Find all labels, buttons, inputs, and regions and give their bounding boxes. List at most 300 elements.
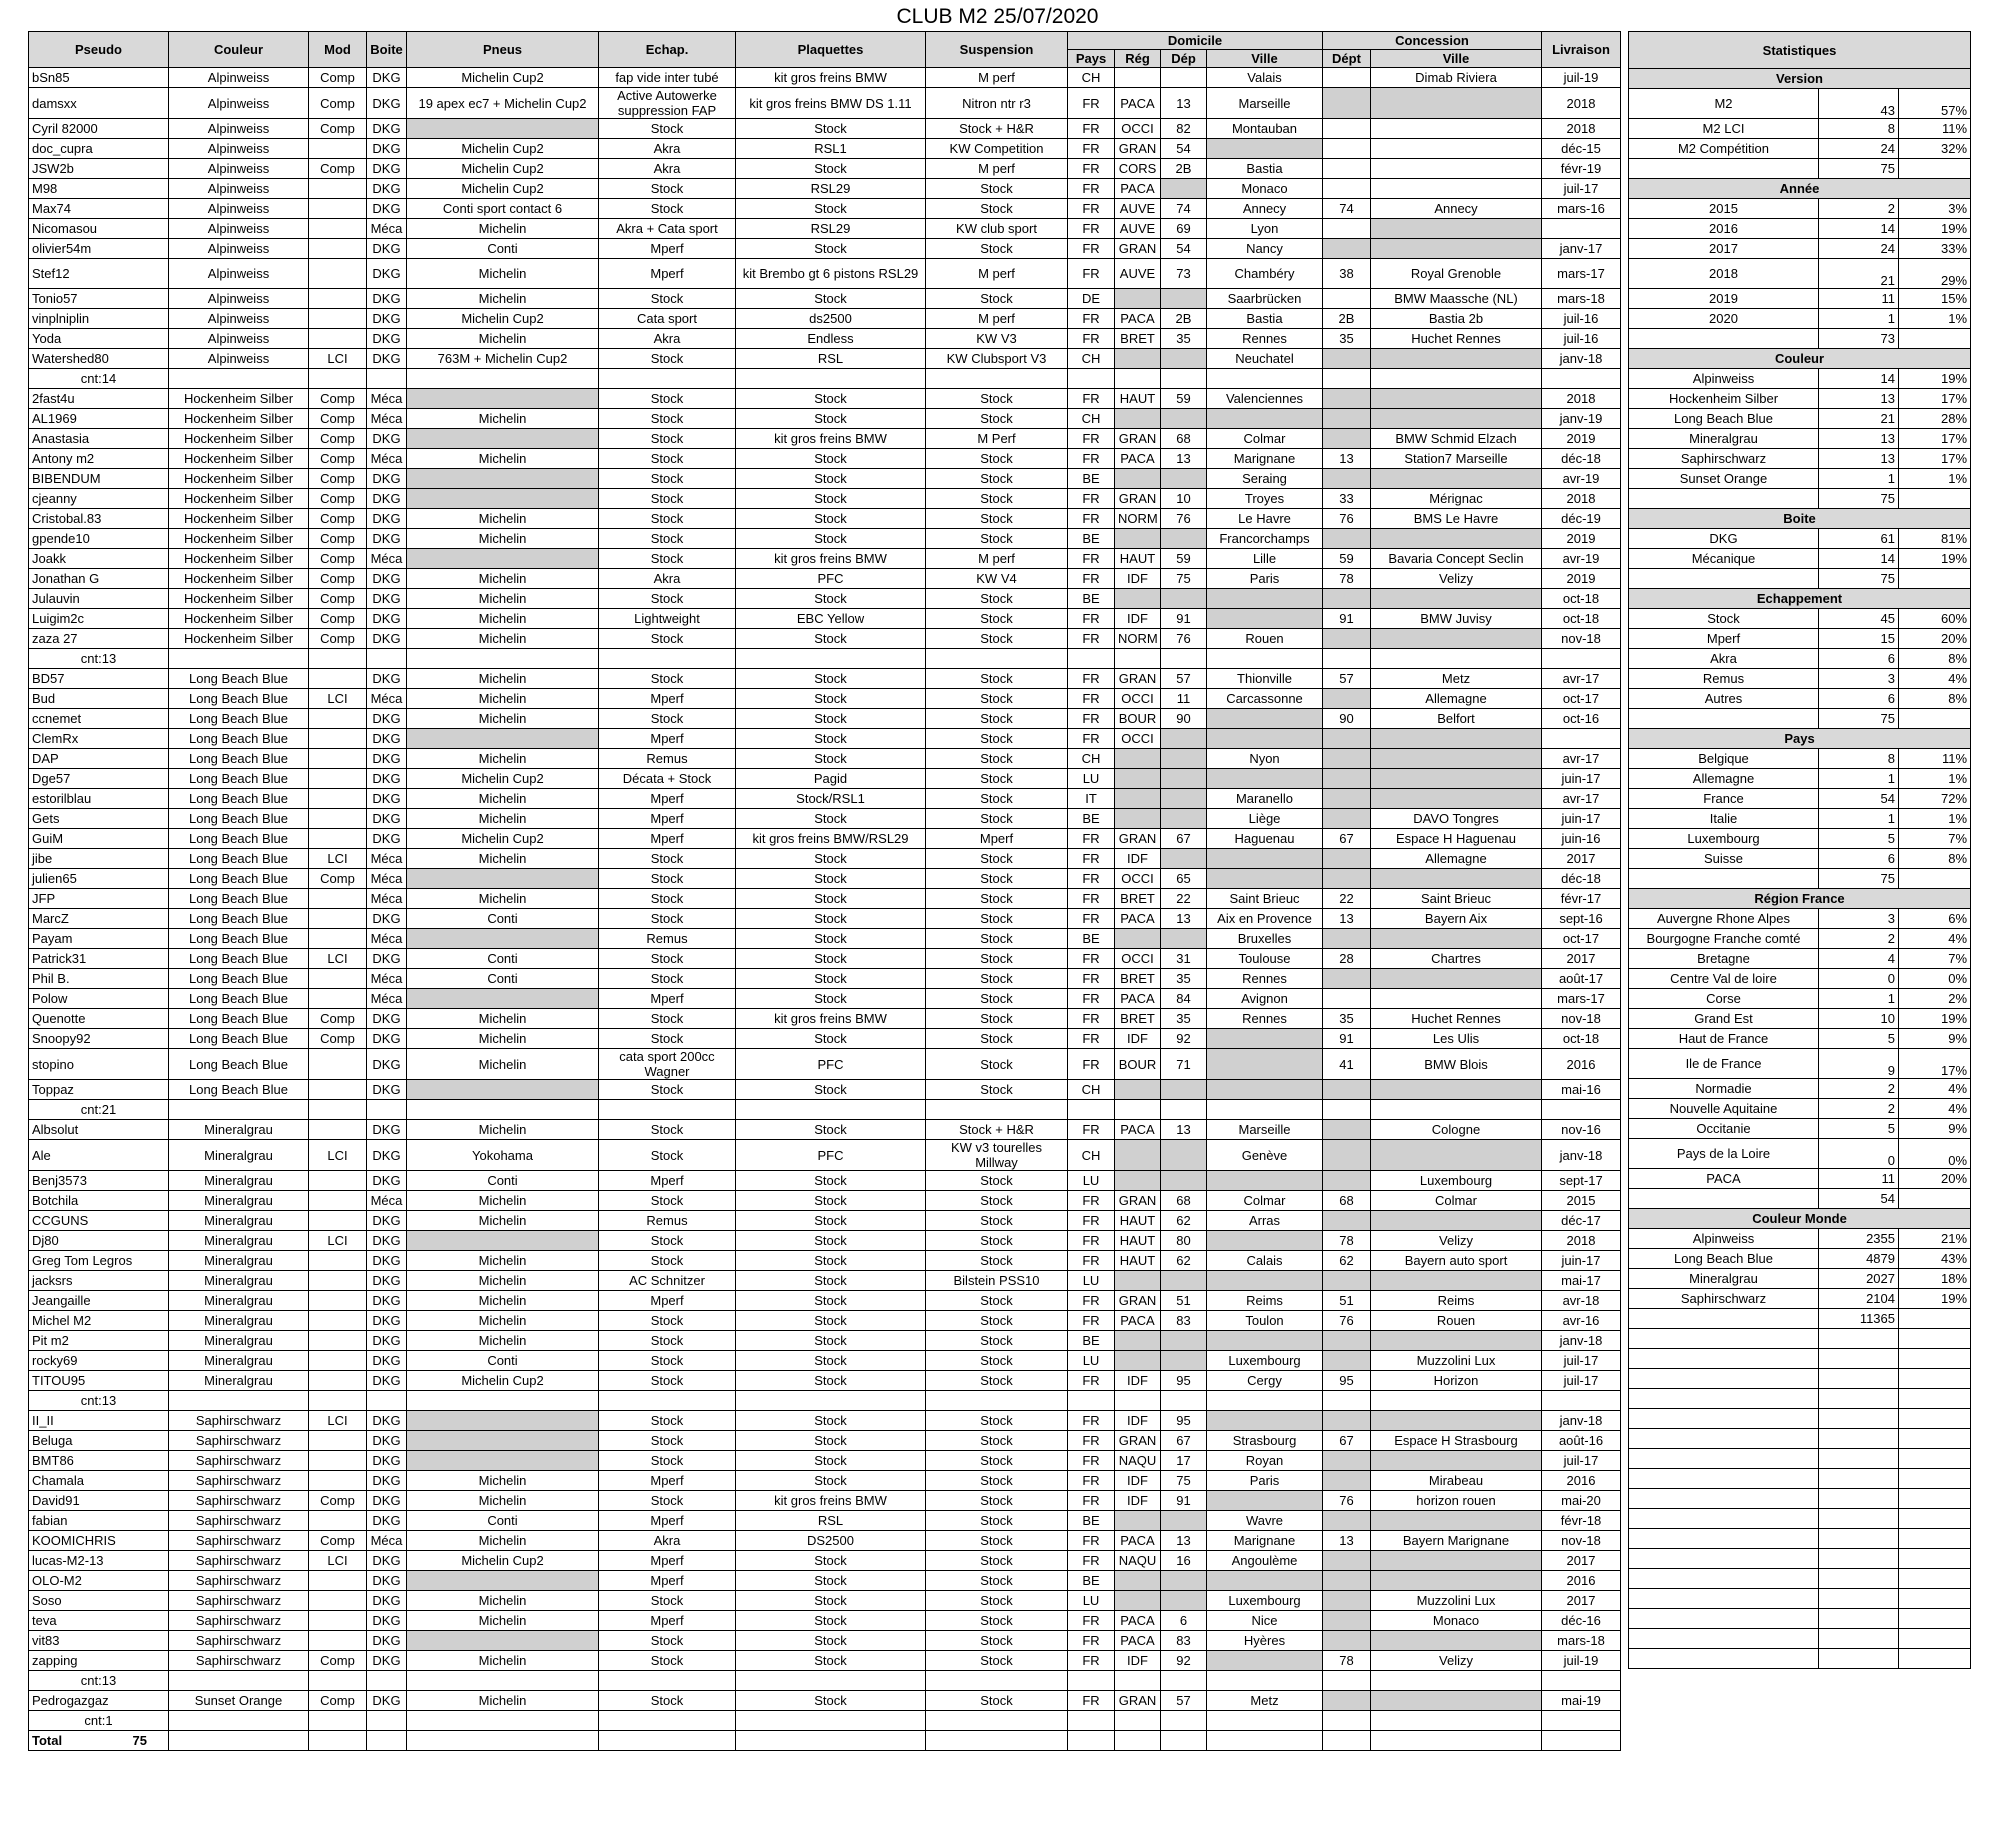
table-row[interactable] <box>29 309 1621 329</box>
cell-livraison: janv-17 <box>1542 239 1621 259</box>
stats-empty-cell <box>1629 1649 1819 1669</box>
col-boite[interactable]: Boite <box>367 32 407 68</box>
cell-reg: HAUT <box>1115 1211 1161 1231</box>
table-row[interactable] <box>29 789 1621 809</box>
cell-livraison: févr-19 <box>1542 159 1621 179</box>
cell-boite: DKG <box>367 729 407 749</box>
table-row[interactable] <box>29 1531 1621 1551</box>
stats-row <box>1629 139 1971 159</box>
cell-dept: 57 <box>1323 669 1371 689</box>
cell-echap: Stock <box>599 869 736 889</box>
table-row[interactable] <box>29 829 1621 849</box>
cell-plaquettes: kit gros freins BMW DS 1.11 <box>736 88 926 119</box>
stats-empty-cell <box>1819 1469 1899 1489</box>
table-row[interactable] <box>29 609 1621 629</box>
table-row[interactable] <box>29 1211 1621 1231</box>
stats-section-row <box>1629 179 1971 199</box>
cell-pseudo: AL1969 <box>29 409 169 429</box>
stats-empty-cell <box>1819 1649 1899 1669</box>
table-row[interactable] <box>29 909 1621 929</box>
cell-couleur: Long Beach Blue <box>169 769 309 789</box>
col-ville[interactable]: Ville <box>1207 50 1323 68</box>
cell-mod: Comp <box>309 449 367 469</box>
cell-ville <box>1207 589 1323 609</box>
cell-concession-ville <box>1371 1100 1542 1120</box>
cell-mod: LCI <box>309 1140 367 1171</box>
table-row[interactable] <box>29 1591 1621 1611</box>
col-dept[interactable]: Dépt <box>1323 50 1371 68</box>
cell-echap: Stock <box>599 429 736 449</box>
table-row[interactable] <box>29 1331 1621 1351</box>
table-row[interactable] <box>29 1571 1621 1591</box>
stats-label: Hockenheim Silber <box>1629 389 1819 409</box>
cell-livraison: janv-19 <box>1542 409 1621 429</box>
table-row[interactable] <box>29 849 1621 869</box>
col-dep[interactable]: Dép <box>1161 50 1207 68</box>
cell-boite: Méca <box>367 989 407 1009</box>
table-row[interactable] <box>29 389 1621 409</box>
stats-percent: 6% <box>1899 909 1971 929</box>
cell-dep: 95 <box>1161 1371 1207 1391</box>
cell-mod: LCI <box>309 1411 367 1431</box>
stats-percent: 4% <box>1899 1099 1971 1119</box>
cell-echap: Mperf <box>599 1551 736 1571</box>
cell-couleur: Mineralgrau <box>169 1271 309 1291</box>
cell-ville: Royan <box>1207 1451 1323 1471</box>
table-row[interactable] <box>29 1231 1621 1251</box>
table-row[interactable] <box>29 569 1621 589</box>
table-row[interactable] <box>29 629 1621 649</box>
table-row[interactable] <box>29 489 1621 509</box>
table-row[interactable] <box>29 1271 1621 1291</box>
cell-reg: IDF <box>1115 1029 1161 1049</box>
cell-livraison: oct-18 <box>1542 609 1621 629</box>
cell-suspension: Stock <box>926 1171 1068 1191</box>
cell-livraison: déc-15 <box>1542 139 1621 159</box>
cell-couleur: Long Beach Blue <box>169 829 309 849</box>
table-row[interactable] <box>29 1511 1621 1531</box>
cell-ville: Haguenau <box>1207 829 1323 849</box>
table-row[interactable] <box>29 1551 1621 1571</box>
cell-dep: 76 <box>1161 509 1207 529</box>
cell-livraison: avr-17 <box>1542 669 1621 689</box>
table-row[interactable] <box>29 139 1621 159</box>
cell-pneus: Michelin <box>407 589 599 609</box>
cell-pseudo: BMT86 <box>29 1451 169 1471</box>
cell-ville: Luxembourg <box>1207 1351 1323 1371</box>
stats-percent: 1% <box>1899 469 1971 489</box>
table-row[interactable] <box>29 1431 1621 1451</box>
cell-plaquettes <box>736 369 926 389</box>
cell-suspension: Stock <box>926 409 1068 429</box>
cell-mod: Comp <box>309 489 367 509</box>
cell-pneus: Michelin <box>407 1211 599 1231</box>
stats-label: Alpinweiss <box>1629 369 1819 389</box>
stats-count: 8 <box>1819 749 1899 769</box>
stats-label: Bourgogne Franche comté <box>1629 929 1819 949</box>
cell-dep: 31 <box>1161 949 1207 969</box>
table-row[interactable] <box>29 219 1621 239</box>
col-pays[interactable]: Pays <box>1068 50 1115 68</box>
stats-row <box>1629 869 1971 889</box>
table-row[interactable] <box>29 589 1621 609</box>
cell-plaquettes: Stock <box>736 409 926 429</box>
cell-ville: Cergy <box>1207 1371 1323 1391</box>
cell-ville <box>1207 709 1323 729</box>
table-row[interactable] <box>29 1671 1621 1691</box>
cell-mod <box>309 749 367 769</box>
table-row[interactable] <box>29 889 1621 909</box>
stats-empty-row <box>1629 1549 1971 1569</box>
table-row[interactable] <box>29 1140 1621 1171</box>
cell-couleur: Alpinweiss <box>169 179 309 199</box>
table-row[interactable] <box>29 1191 1621 1211</box>
cell-plaquettes: ds2500 <box>736 309 926 329</box>
cell-pays: CH <box>1068 409 1115 429</box>
stats-row <box>1629 1249 1971 1269</box>
cell-livraison: oct-18 <box>1542 1029 1621 1049</box>
table-row[interactable] <box>29 1080 1621 1100</box>
stats-empty-cell <box>1819 1609 1899 1629</box>
cell-suspension: Stock <box>926 1571 1068 1591</box>
cell-pseudo: jacksrs <box>29 1271 169 1291</box>
stats-empty-cell <box>1819 1549 1899 1569</box>
cell-dep: 35 <box>1161 329 1207 349</box>
cell-reg: IDF <box>1115 1471 1161 1491</box>
table-row[interactable] <box>29 1049 1621 1080</box>
col-group-domicile[interactable]: Domicile <box>1068 32 1323 50</box>
table-row[interactable] <box>29 709 1621 729</box>
table-row[interactable] <box>29 1120 1621 1140</box>
cell-reg <box>1115 1711 1161 1731</box>
col-echap[interactable]: Echap. <box>599 32 736 68</box>
cell-echap: Stock <box>599 529 736 549</box>
col-concession-ville[interactable]: Ville <box>1371 50 1542 68</box>
stats-row <box>1629 1169 1971 1189</box>
stats-row <box>1629 1099 1971 1119</box>
table-row[interactable] <box>29 449 1621 469</box>
cell-dep <box>1161 1711 1207 1731</box>
cell-reg: IDF <box>1115 1371 1161 1391</box>
cell-concession-ville <box>1371 1391 1542 1411</box>
table-row[interactable] <box>29 1251 1621 1271</box>
cell-pseudo: doc_cupra <box>29 139 169 159</box>
cell-plaquettes: Stock <box>736 1231 926 1251</box>
cell-dept: 67 <box>1323 829 1371 849</box>
cell-dep: 13 <box>1161 449 1207 469</box>
col-pseudo[interactable]: Pseudo <box>29 32 169 68</box>
stats-count: 6 <box>1819 689 1899 709</box>
cell-pays: FR <box>1068 509 1115 529</box>
cell-suspension: Stock <box>926 1211 1068 1231</box>
stats-empty-cell <box>1629 1449 1819 1469</box>
table-row[interactable] <box>29 1100 1621 1120</box>
cell-reg: BRET <box>1115 1009 1161 1029</box>
cell-couleur: Hockenheim Silber <box>169 449 309 469</box>
stats-percent: 0% <box>1899 969 1971 989</box>
stats-label: 2015 <box>1629 199 1819 219</box>
table-row[interactable] <box>29 1451 1621 1471</box>
cell-dep <box>1161 1331 1207 1351</box>
table-row[interactable] <box>29 1651 1621 1671</box>
table-row[interactable] <box>29 1311 1621 1331</box>
cell-plaquettes: Stock <box>736 1431 926 1451</box>
cell-couleur: Long Beach Blue <box>169 729 309 749</box>
table-row[interactable] <box>29 509 1621 529</box>
members-table <box>28 31 1621 1751</box>
col-suspension[interactable]: Suspension <box>926 32 1068 68</box>
table-row[interactable] <box>29 1691 1621 1711</box>
stats-empty-cell <box>1819 1529 1899 1549</box>
table-row[interactable] <box>29 1171 1621 1191</box>
cell-mod: LCI <box>309 1551 367 1571</box>
table-row[interactable] <box>29 749 1621 769</box>
cell-dept <box>1323 239 1371 259</box>
cell-dep: 80 <box>1161 1231 1207 1251</box>
table-row[interactable] <box>29 649 1621 669</box>
cell-couleur: Saphirschwarz <box>169 1591 309 1611</box>
cell-pays <box>1068 1391 1115 1411</box>
table-row[interactable] <box>29 409 1621 429</box>
col-couleur[interactable]: Couleur <box>169 32 309 68</box>
cell-dept: 33 <box>1323 489 1371 509</box>
cell-concession-ville: Les Ulis <box>1371 1029 1542 1049</box>
cell-ville <box>1207 1331 1323 1351</box>
cell-pseudo: Chamala <box>29 1471 169 1491</box>
cell-pseudo: OLO-M2 <box>29 1571 169 1591</box>
table-row[interactable] <box>29 239 1621 259</box>
table-row[interactable] <box>29 68 1621 88</box>
cell-couleur: Sunset Orange <box>169 1691 309 1711</box>
table-row[interactable] <box>29 1351 1621 1371</box>
table-row[interactable] <box>29 179 1621 199</box>
table-row[interactable] <box>29 729 1621 749</box>
cell-livraison: févr-17 <box>1542 889 1621 909</box>
cell-pays: FR <box>1068 909 1115 929</box>
table-row[interactable] <box>29 1391 1621 1411</box>
cell-boite: DKG <box>367 489 407 509</box>
stats-percent: 1% <box>1899 309 1971 329</box>
stats-count: 73 <box>1819 329 1899 349</box>
cell-reg: PACA <box>1115 989 1161 1009</box>
stats-empty-cell <box>1629 1389 1819 1409</box>
stats-empty-cell <box>1899 1549 1971 1569</box>
cell-dept: 41 <box>1323 1049 1371 1080</box>
table-row[interactable] <box>29 1029 1621 1049</box>
table-row[interactable] <box>29 689 1621 709</box>
cell-plaquettes: Stock <box>736 1080 926 1100</box>
table-row[interactable] <box>29 88 1621 119</box>
cell-couleur: Mineralgrau <box>169 1140 309 1171</box>
cell-plaquettes: Stock <box>736 1029 926 1049</box>
table-row[interactable] <box>29 929 1621 949</box>
table-row[interactable] <box>29 969 1621 989</box>
total-row <box>29 1731 1621 1751</box>
col-pneus[interactable]: Pneus <box>407 32 599 68</box>
cell-plaquettes: Stock <box>736 1631 926 1651</box>
stats-empty-cell <box>1629 1349 1819 1369</box>
table-row[interactable] <box>29 159 1621 179</box>
stats-empty-cell <box>1819 1329 1899 1349</box>
table-row[interactable] <box>29 1471 1621 1491</box>
cell-echap: Stock <box>599 1120 736 1140</box>
stats-row <box>1629 1269 1971 1289</box>
table-row[interactable] <box>29 259 1621 289</box>
table-row[interactable] <box>29 1291 1621 1311</box>
table-row[interactable] <box>29 119 1621 139</box>
cell-echap: Stock <box>599 1431 736 1451</box>
cell-pays: FR <box>1068 1049 1115 1080</box>
statistics-header[interactable]: Statistiques <box>1629 32 1971 69</box>
cell-plaquettes: Stock <box>736 929 926 949</box>
col-group-concession[interactable]: Concession <box>1323 32 1542 50</box>
stats-percent: 17% <box>1899 429 1971 449</box>
stats-row <box>1629 789 1971 809</box>
cell-plaquettes: Stock <box>736 749 926 769</box>
cell-reg <box>1115 1271 1161 1291</box>
cell-ville: Nice <box>1207 1611 1323 1631</box>
cell-mod <box>309 139 367 159</box>
table-row[interactable] <box>29 429 1621 449</box>
cell-suspension: KW club sport <box>926 219 1068 239</box>
cell-plaquettes: kit gros freins BMW <box>736 549 926 569</box>
cell-ville: Paris <box>1207 569 1323 589</box>
cell-livraison: janv-18 <box>1542 1140 1621 1171</box>
table-row[interactable] <box>29 199 1621 219</box>
table-row[interactable] <box>29 549 1621 569</box>
cell-echap <box>599 369 736 389</box>
cell-reg <box>1115 1331 1161 1351</box>
cell-boite: Méca <box>367 849 407 869</box>
cell-pseudo: MarcZ <box>29 909 169 929</box>
cell-livraison: sept-17 <box>1542 1171 1621 1191</box>
cell-concession-ville: Allemagne <box>1371 849 1542 869</box>
col-plaquettes[interactable]: Plaquettes <box>736 32 926 68</box>
cell-suspension: Stock <box>926 1471 1068 1491</box>
cell-couleur: Saphirschwarz <box>169 1571 309 1591</box>
group-count: cnt:13 <box>29 1671 169 1691</box>
table-row[interactable] <box>29 869 1621 889</box>
cell-reg: IDF <box>1115 1411 1161 1431</box>
stats-percent <box>1899 1309 1971 1329</box>
cell-mod <box>309 1591 367 1611</box>
cell-dep: 84 <box>1161 989 1207 1009</box>
stats-percent: 8% <box>1899 849 1971 869</box>
cell-pays: FR <box>1068 119 1115 139</box>
cell-ville: Aix en Provence <box>1207 909 1323 929</box>
cell-dep <box>1161 179 1207 199</box>
cell-concession-ville <box>1371 349 1542 369</box>
cell-livraison: 2018 <box>1542 119 1621 139</box>
cell-pseudo: DAP <box>29 749 169 769</box>
stats-count: 1 <box>1819 809 1899 829</box>
cell-pneus: Michelin Cup2 <box>407 1371 599 1391</box>
cell-concession-ville: Bastia 2b <box>1371 309 1542 329</box>
table-row[interactable] <box>29 1611 1621 1631</box>
stats-percent: 20% <box>1899 1169 1971 1189</box>
cell-reg: GRAN <box>1115 489 1161 509</box>
cell-pneus: Michelin Cup2 <box>407 769 599 789</box>
stats-section-row <box>1629 1209 1971 1229</box>
cell-livraison: mars-17 <box>1542 259 1621 289</box>
table-row[interactable] <box>29 989 1621 1009</box>
stats-empty-cell <box>1899 1329 1971 1349</box>
cell-pneus: Michelin <box>407 1049 599 1080</box>
cell-dep <box>1161 529 1207 549</box>
col-reg[interactable]: Rég <box>1115 50 1161 68</box>
col-mod[interactable]: Mod <box>309 32 367 68</box>
table-row[interactable] <box>29 369 1621 389</box>
cell-suspension: KW V4 <box>926 569 1068 589</box>
table-row[interactable] <box>29 1009 1621 1029</box>
cell-pseudo: estorilblau <box>29 789 169 809</box>
stats-label <box>1629 329 1819 349</box>
cell-reg: BRET <box>1115 969 1161 989</box>
table-row[interactable] <box>29 1491 1621 1511</box>
table-row[interactable] <box>29 289 1621 309</box>
table-row[interactable] <box>29 1371 1621 1391</box>
cell-boite: DKG <box>367 68 407 88</box>
stats-percent: 3% <box>1899 199 1971 219</box>
cell-couleur: Hockenheim Silber <box>169 629 309 649</box>
table-row[interactable] <box>29 949 1621 969</box>
stats-row <box>1629 329 1971 349</box>
cell-pneus <box>407 1631 599 1651</box>
cell-livraison: oct-17 <box>1542 929 1621 949</box>
cell-echap: Akra <box>599 1531 736 1551</box>
stats-row <box>1629 649 1971 669</box>
cell-reg: BRET <box>1115 329 1161 349</box>
cell-dep: 13 <box>1161 1531 1207 1551</box>
stats-row <box>1629 829 1971 849</box>
cell-concession-ville <box>1371 1511 1542 1531</box>
cell-boite: DKG <box>367 1631 407 1651</box>
table-row[interactable] <box>29 469 1621 489</box>
cell-suspension: Stock <box>926 809 1068 829</box>
cell-echap: Stock <box>599 709 736 729</box>
table-row[interactable] <box>29 349 1621 369</box>
table-row[interactable] <box>29 1411 1621 1431</box>
cell-ville: Toulouse <box>1207 949 1323 969</box>
cell-pseudo: Albsolut <box>29 1120 169 1140</box>
cell-pseudo: JFP <box>29 889 169 909</box>
cell-ville <box>1207 869 1323 889</box>
cell-dept: 67 <box>1323 1431 1371 1451</box>
cell-pneus: Conti <box>407 909 599 929</box>
cell-plaquettes: kit Brembo gt 6 pistons RSL29 <box>736 259 926 289</box>
table-row[interactable] <box>29 1711 1621 1731</box>
cell-pseudo: Patrick31 <box>29 949 169 969</box>
table-row[interactable] <box>29 329 1621 349</box>
cell-reg <box>1115 649 1161 669</box>
cell-livraison: juil-16 <box>1542 329 1621 349</box>
stats-count: 75 <box>1819 869 1899 889</box>
table-row[interactable] <box>29 529 1621 549</box>
cell-pays: FR <box>1068 179 1115 199</box>
col-livraison[interactable]: Livraison <box>1542 32 1621 68</box>
table-row[interactable] <box>29 809 1621 829</box>
table-row[interactable] <box>29 769 1621 789</box>
cell-pays: FR <box>1068 1029 1115 1049</box>
stats-label: 2016 <box>1629 219 1819 239</box>
cell-suspension: Stock <box>926 1251 1068 1271</box>
stats-count: 61 <box>1819 529 1899 549</box>
table-row[interactable] <box>29 669 1621 689</box>
cell-dep <box>1161 849 1207 869</box>
table-row[interactable] <box>29 1631 1621 1651</box>
cell-suspension <box>926 1391 1068 1411</box>
cell-plaquettes: RSL29 <box>736 219 926 239</box>
